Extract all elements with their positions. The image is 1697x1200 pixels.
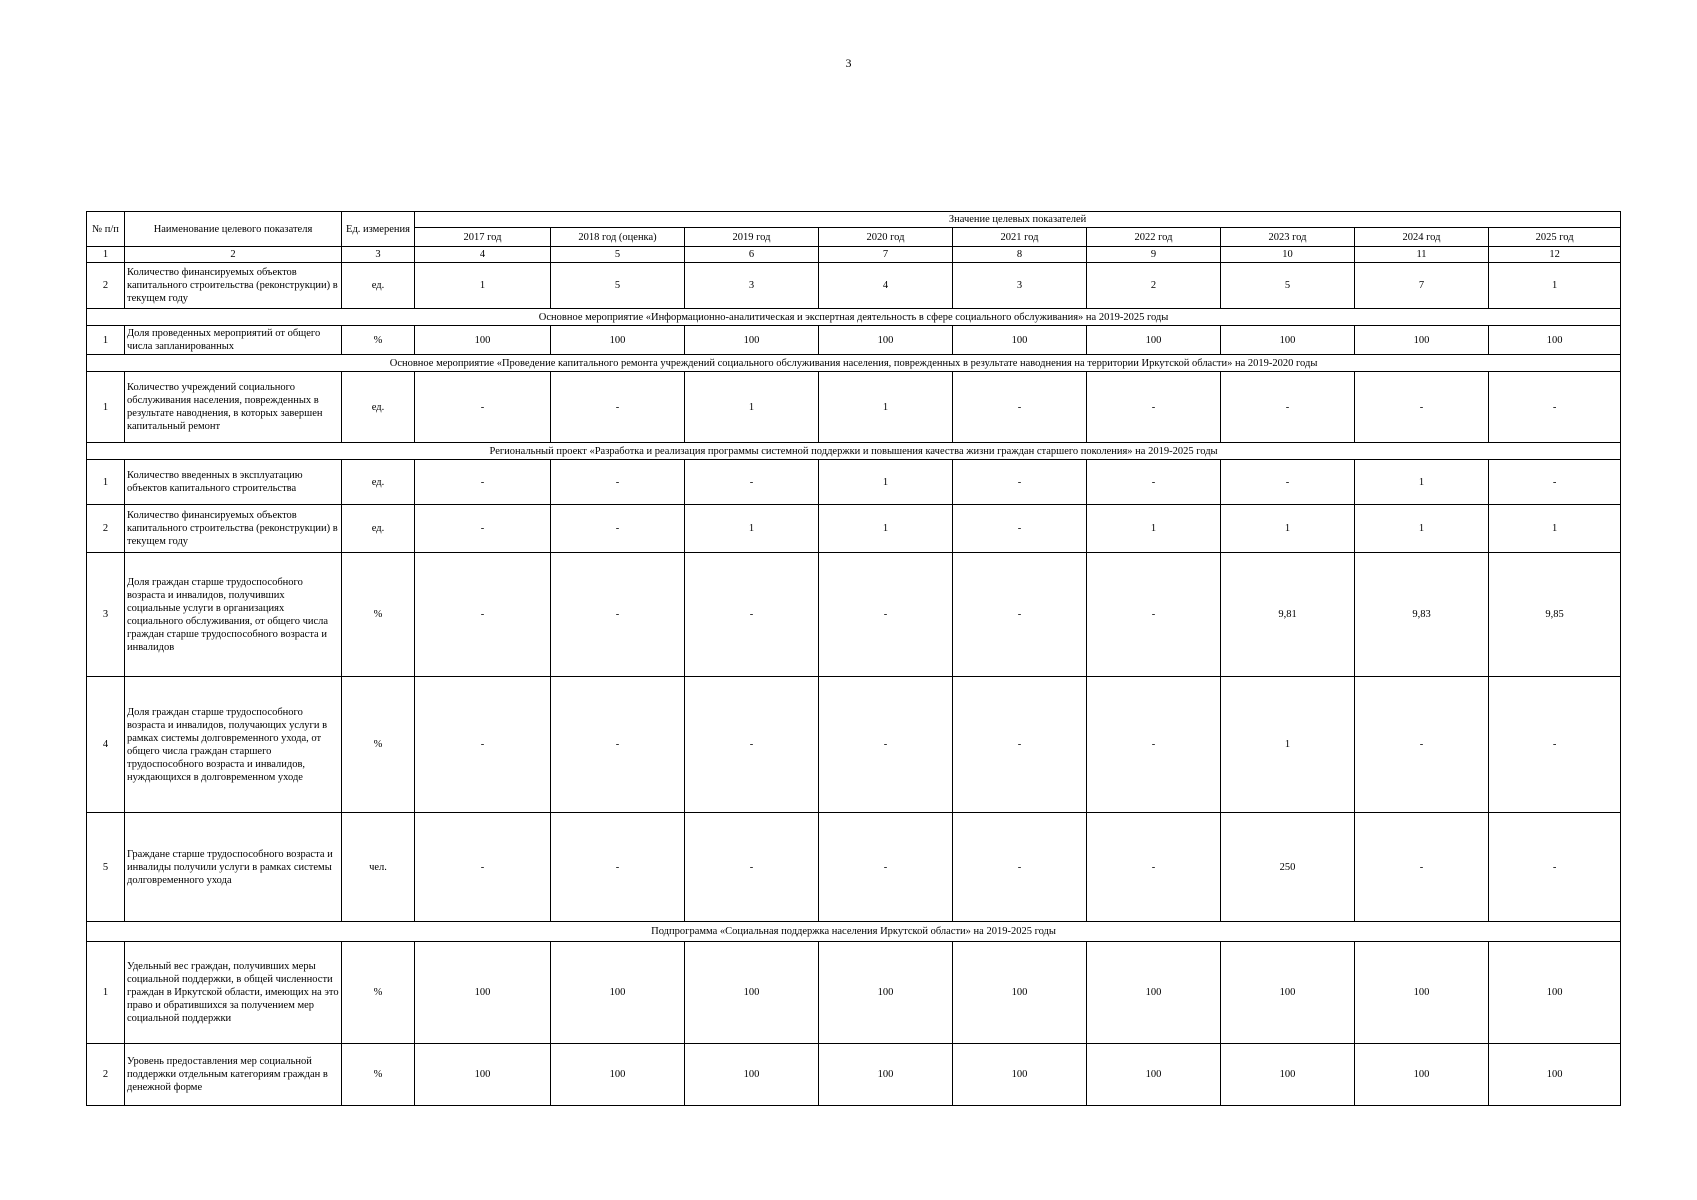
table-row [87, 553, 1621, 677]
value-cell: 100 [819, 1044, 953, 1106]
value-cell: - [953, 813, 1087, 922]
value-cell: - [953, 372, 1087, 443]
indicator-name: Удельный вес граждан, получивших меры социальной поддержки, в общей численности граждан в Иркутской области, имеющих на это право и обратившихся за получением мер социальной поддержки [125, 942, 342, 1044]
value-cell: 100 [685, 326, 819, 355]
table-body [87, 263, 1621, 1106]
column-number: 2 [125, 247, 342, 263]
value-cell: - [1489, 460, 1621, 505]
header-name: Наименование целевого показателя [125, 212, 342, 247]
value-cell: - [685, 677, 819, 813]
value-cell: 100 [1221, 326, 1355, 355]
row-number: 2 [87, 263, 125, 309]
value-cell: - [551, 813, 685, 922]
value-cell: - [551, 677, 685, 813]
value-cell: - [953, 553, 1087, 677]
table-row [87, 677, 1621, 813]
value-cell: 100 [1221, 1044, 1355, 1106]
unit-cell: % [342, 553, 415, 677]
column-number: 5 [551, 247, 685, 263]
table-row [87, 372, 1621, 443]
value-cell: - [415, 505, 551, 553]
value-cell: 1 [1355, 460, 1489, 505]
row-number: 2 [87, 505, 125, 553]
indicator-name: Граждане старше трудоспособного возраста и инвалиды получили услуги в рамках системы долговременного ухода [125, 813, 342, 922]
table-row [87, 1044, 1621, 1106]
value-cell: 100 [953, 942, 1087, 1044]
column-number: 6 [685, 247, 819, 263]
value-cell: - [1087, 372, 1221, 443]
column-number: 3 [342, 247, 415, 263]
section-title: Основное мероприятие «Информационно-аналитическая и экспертная деятельность в сфере социального обслуживания» на 2019-2025 годы [87, 309, 1621, 326]
value-cell: 1 [819, 372, 953, 443]
table-row [87, 942, 1621, 1044]
value-cell: 1 [819, 460, 953, 505]
value-cell: - [1221, 460, 1355, 505]
value-cell: 1 [1355, 505, 1489, 553]
value-cell: - [819, 553, 953, 677]
value-cell: - [1355, 813, 1489, 922]
value-cell: - [415, 677, 551, 813]
value-cell: 250 [1221, 813, 1355, 922]
value-cell: 100 [415, 326, 551, 355]
section-title: Основное мероприятие «Проведение капитального ремонта учреждений социального обслуживания населения, поврежденных в результате наводнения на территории Иркутской области» на 2019-2020 годы [87, 355, 1621, 372]
value-cell: - [685, 553, 819, 677]
value-cell: - [1087, 813, 1221, 922]
value-cell: 5 [551, 263, 685, 309]
value-cell: - [1221, 372, 1355, 443]
indicator-name: Доля граждан старше трудоспособного возраста и инвалидов, получивших социальные услуги в организациях социального обслуживания, от общего числа граждан старше трудоспособного возраста и инвалидов [125, 553, 342, 677]
value-cell: - [1355, 372, 1489, 443]
value-cell: - [551, 460, 685, 505]
header-year: 2021 год [953, 228, 1087, 247]
value-cell: - [415, 372, 551, 443]
header-unit: Ед. измерения [342, 212, 415, 247]
value-cell: 100 [551, 1044, 685, 1106]
table-row [87, 326, 1621, 355]
column-number: 7 [819, 247, 953, 263]
value-cell: 100 [1489, 326, 1621, 355]
value-cell: - [551, 553, 685, 677]
column-number: 4 [415, 247, 551, 263]
section-title: Подпрограмма «Социальная поддержка населения Иркутской области» на 2019-2025 годы [87, 922, 1621, 942]
row-number: 1 [87, 942, 125, 1044]
header-year: 2023 год [1221, 228, 1355, 247]
indicator-name: Доля граждан старше трудоспособного возраста и инвалидов, получающих услуги в рамках системы долговременного ухода, от общего числа граждан старшего трудоспособного возраста и инвалидов, нуждающихся в долговременном уходе [125, 677, 342, 813]
value-cell: 1 [1489, 263, 1621, 309]
header-year: 2018 год (оценка) [551, 228, 685, 247]
value-cell: 3 [685, 263, 819, 309]
value-cell: 1 [685, 372, 819, 443]
value-cell: - [1087, 553, 1221, 677]
value-cell: 1 [819, 505, 953, 553]
unit-cell: ед. [342, 460, 415, 505]
header-row-top [87, 212, 1621, 228]
indicator-name: Количество введенных в эксплуатацию объектов капитального строительства [125, 460, 342, 505]
row-number: 1 [87, 326, 125, 355]
value-cell: - [819, 677, 953, 813]
page-number: 3 [845, 56, 852, 70]
unit-cell: ед. [342, 263, 415, 309]
indicator-name: Количество финансируемых объектов капитального строительства (реконструкции) в текущем году [125, 505, 342, 553]
value-cell: 100 [551, 942, 685, 1044]
unit-cell: % [342, 942, 415, 1044]
row-number: 4 [87, 677, 125, 813]
row-number: 1 [87, 372, 125, 443]
header-num: № п/п [87, 212, 125, 247]
value-cell: 9,83 [1355, 553, 1489, 677]
value-cell: - [1355, 677, 1489, 813]
row-number: 3 [87, 553, 125, 677]
value-cell: 100 [1489, 1044, 1621, 1106]
value-cell: 1 [1221, 505, 1355, 553]
column-number: 9 [1087, 247, 1221, 263]
value-cell: - [819, 813, 953, 922]
section-row [87, 309, 1621, 326]
indicator-name: Количество учреждений социального обслуживания населения, поврежденных в результате наводнения, в которых завершен капитальный ремонт [125, 372, 342, 443]
row-number: 2 [87, 1044, 125, 1106]
unit-cell: % [342, 326, 415, 355]
value-cell: 3 [953, 263, 1087, 309]
unit-cell: чел. [342, 813, 415, 922]
value-cell: - [953, 460, 1087, 505]
header-year: 2019 год [685, 228, 819, 247]
header-values-group: Значение целевых показателей [415, 212, 1621, 228]
value-cell: - [1087, 677, 1221, 813]
header-year: 2017 год [415, 228, 551, 247]
table-row [87, 263, 1621, 309]
indicator-name: Уровень предоставления мер социальной поддержки отдельным категориям граждан в денежной форме [125, 1044, 342, 1106]
value-cell: - [415, 813, 551, 922]
value-cell: - [551, 372, 685, 443]
value-cell: 100 [1087, 1044, 1221, 1106]
value-cell: - [953, 677, 1087, 813]
value-cell: 1 [1221, 677, 1355, 813]
column-number: 8 [953, 247, 1087, 263]
value-cell: 1 [1489, 505, 1621, 553]
value-cell: - [1489, 677, 1621, 813]
value-cell: 100 [685, 1044, 819, 1106]
section-row [87, 443, 1621, 460]
value-cell: 9,85 [1489, 553, 1621, 677]
unit-cell: ед. [342, 505, 415, 553]
value-cell: - [1489, 813, 1621, 922]
header-year: 2020 год [819, 228, 953, 247]
value-cell: 4 [819, 263, 953, 309]
value-cell: - [415, 460, 551, 505]
value-cell: 100 [953, 326, 1087, 355]
value-cell: 5 [1221, 263, 1355, 309]
value-cell: 100 [1087, 942, 1221, 1044]
value-cell: - [1087, 460, 1221, 505]
header-row-column-numbers [87, 247, 1621, 263]
header-year: 2022 год [1087, 228, 1221, 247]
value-cell: 7 [1355, 263, 1489, 309]
table-row [87, 813, 1621, 922]
value-cell: 1 [685, 505, 819, 553]
section-row [87, 355, 1621, 372]
value-cell: 100 [415, 1044, 551, 1106]
value-cell: 100 [1355, 1044, 1489, 1106]
value-cell: 100 [1221, 942, 1355, 1044]
value-cell: 100 [819, 326, 953, 355]
column-number: 12 [1489, 247, 1621, 263]
unit-cell: ед. [342, 372, 415, 443]
value-cell: 100 [1355, 326, 1489, 355]
value-cell: - [953, 505, 1087, 553]
row-number: 1 [87, 460, 125, 505]
value-cell: 100 [685, 942, 819, 1044]
section-title: Региональный проект «Разработка и реализация программы системной поддержки и повышения качества жизни граждан старшего поколения» на 2019-2025 годы [87, 443, 1621, 460]
value-cell: - [685, 813, 819, 922]
column-number: 11 [1355, 247, 1489, 263]
header-year: 2024 год [1355, 228, 1489, 247]
unit-cell: % [342, 1044, 415, 1106]
value-cell: 1 [1087, 505, 1221, 553]
value-cell: 1 [415, 263, 551, 309]
value-cell: - [551, 505, 685, 553]
unit-cell: % [342, 677, 415, 813]
indicator-name: Количество финансируемых объектов капитального строительства (реконструкции) в текущем году [125, 263, 342, 309]
indicator-name: Доля проведенных мероприятий от общего числа запланированных [125, 326, 342, 355]
value-cell: 100 [1489, 942, 1621, 1044]
row-number: 5 [87, 813, 125, 922]
value-cell: 9,81 [1221, 553, 1355, 677]
value-cell: - [415, 553, 551, 677]
value-cell: 100 [953, 1044, 1087, 1106]
header-year: 2025 год [1489, 228, 1621, 247]
section-row [87, 922, 1621, 942]
value-cell: 2 [1087, 263, 1221, 309]
value-cell: 100 [819, 942, 953, 1044]
column-number: 10 [1221, 247, 1355, 263]
target-indicators-table [86, 211, 1621, 1106]
table-row [87, 460, 1621, 505]
value-cell: 100 [415, 942, 551, 1044]
value-cell: - [1489, 372, 1621, 443]
table-row [87, 505, 1621, 553]
value-cell: 100 [1087, 326, 1221, 355]
value-cell: 100 [551, 326, 685, 355]
column-number: 1 [87, 247, 125, 263]
value-cell: - [685, 460, 819, 505]
value-cell: 100 [1355, 942, 1489, 1044]
